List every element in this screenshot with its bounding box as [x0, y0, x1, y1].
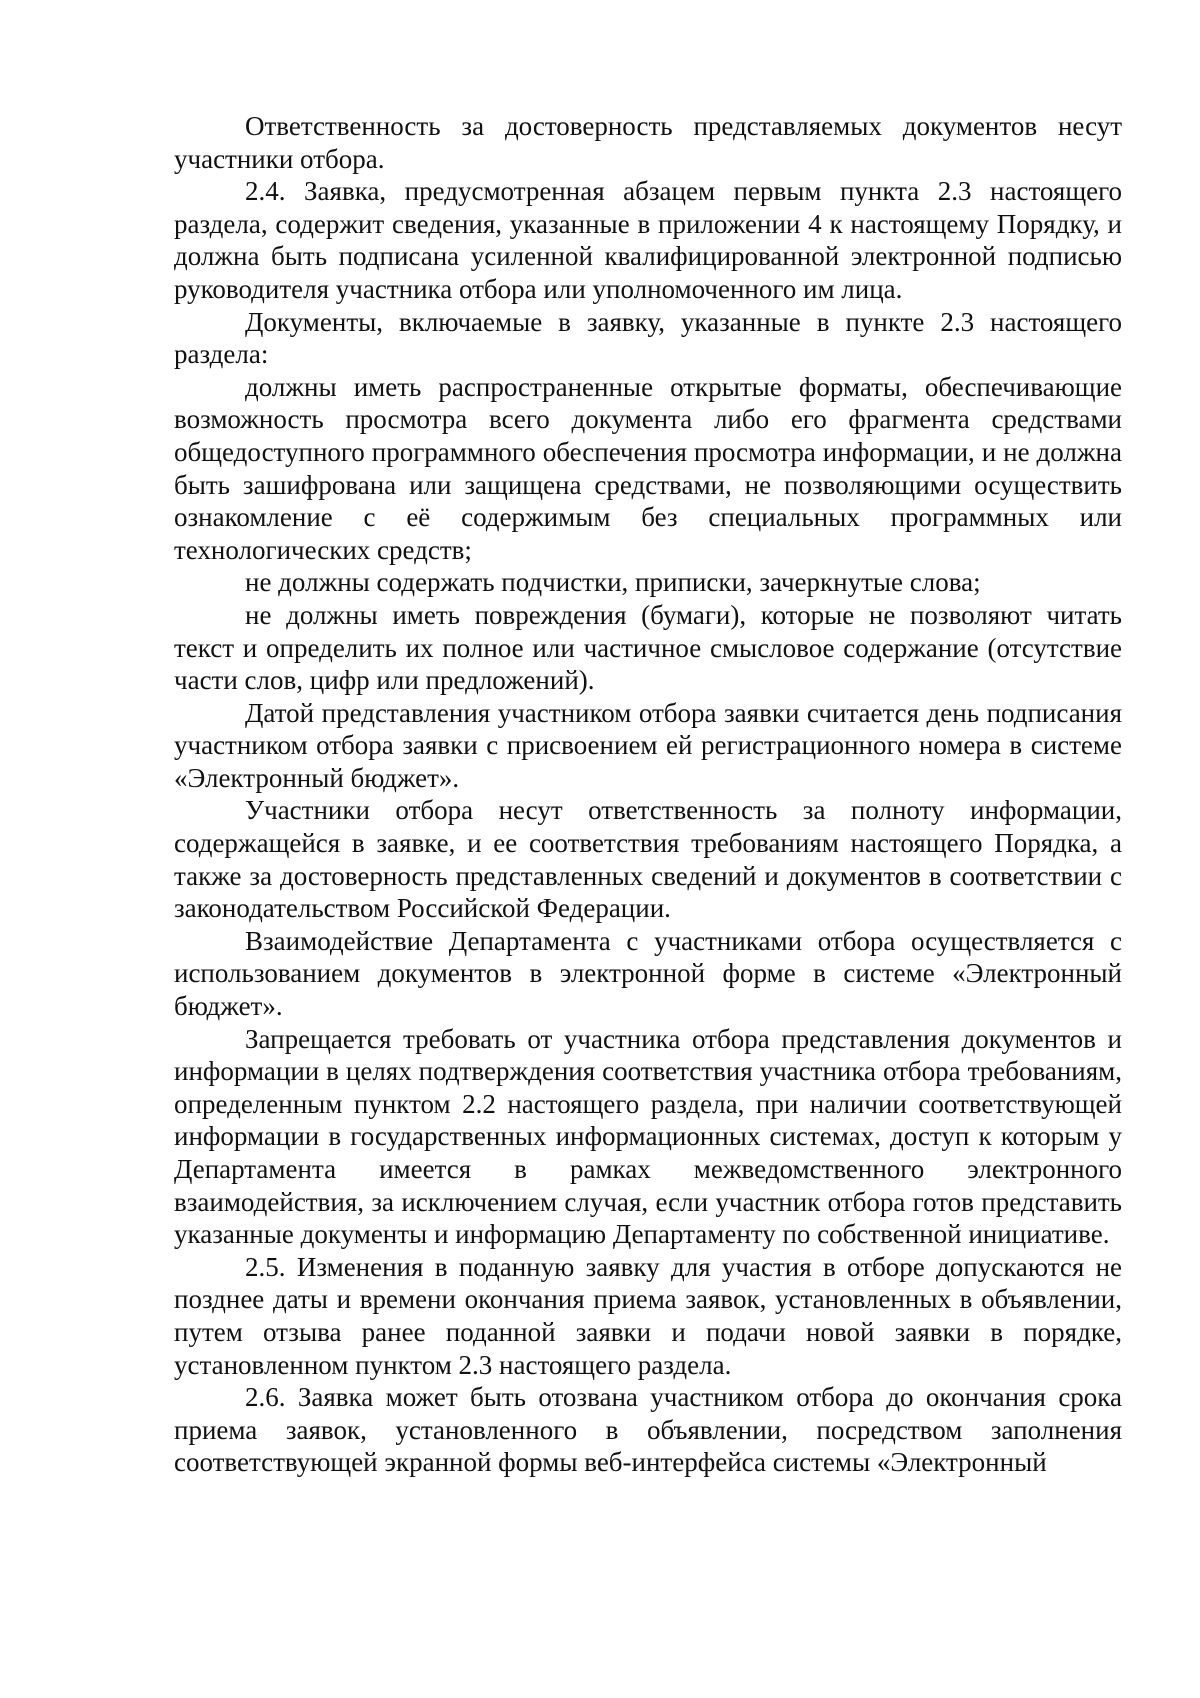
- paragraph-documents-intro: Документы, включаемые в заявку, указанные в пункте 2.3 настоящего раздела:: [174, 306, 1122, 370]
- paragraph-2-6: 2.6. Заявка может быть отозвана участником отбора до окончания срока приема заявок, установленного в объявлении, посредством заполнения соответствующей экранной формы веб-интерфейса системы «Электронный: [174, 1382, 1122, 1478]
- paragraph-submission-date: Датой представления участником отбора заявки считается день подписания участником отбора заявки с присвоением ей регистрационного номера в системе «Электронный бюджет».: [174, 697, 1122, 793]
- paragraph-2-4: 2.4. Заявка, предусмотренная абзацем первым пункта 2.3 настоящего раздела, содержит сведения, указанные в приложении 4 к настоящему Порядку, и должна быть подписана усиленной квалифицированной электронной подписью руководителя участника отбора или уполномоченного им лица.: [174, 176, 1122, 304]
- paragraph-responsibility: Ответственность за достоверность представляемых документов несут участники отбора.: [174, 111, 1122, 174]
- paragraph-prohibition: Запрещается требовать от участника отбора представления документов и информации в целях подтверждения соответствия участника отбора требованиям, определенным пунктом 2.2 настоящего раздела, при наличии соответствующей информации в государственных информационных системах, доступ к которым у Департамента имеется в рамках межведомственного электронного взаимодействия, за исключением случая, если участник отбора готов представить указанные документы и информацию Департаменту по собственной инициативе.: [174, 1023, 1122, 1250]
- paragraph-no-damage: не должны иметь повреждения (бумаги), которые не позволяют читать текст и определить их полное или частичное смысловое содержание (отсутствие части слов, цифр или предложений).: [174, 599, 1122, 696]
- paragraph-interaction: Взаимодействие Департамента с участниками отбора осуществляется с использованием документов в электронной форме в системе «Электронный бюджет».: [174, 925, 1122, 1022]
- paragraph-participant-responsibility: Участники отбора несут ответственность за полноту информации, содержащейся в заявке, и ее соответствия требованиям настоящего Порядка, а также за достоверность представленных сведений и документов в соответствии с законодательством Российской Федерации.: [174, 795, 1122, 924]
- paragraph-open-formats: должны иметь распространенные открытые форматы, обеспечивающие возможность просмотра всего документа либо его фрагмента средствами общедоступного программного обеспечения просмотра информации, и не должна быть зашифрована или защищена средствами, не позволяющими осуществить ознакомление с её содержимым без специальных программных или технологических средств;: [174, 371, 1122, 565]
- paragraph-2-5: 2.5. Изменения в поданную заявку для участия в отборе допускаются не позднее даты и времени окончания приема заявок, установленных в объявлении, путем отзыва ранее поданной заявки и подачи новой заявки в порядке, установленном пунктом 2.3 настоящего раздела.: [174, 1251, 1122, 1380]
- document-page: [174, 110, 1122, 1479]
- paragraph-no-corrections: не должны содержать подчистки, приписки, зачеркнутые слова;: [245, 567, 981, 598]
